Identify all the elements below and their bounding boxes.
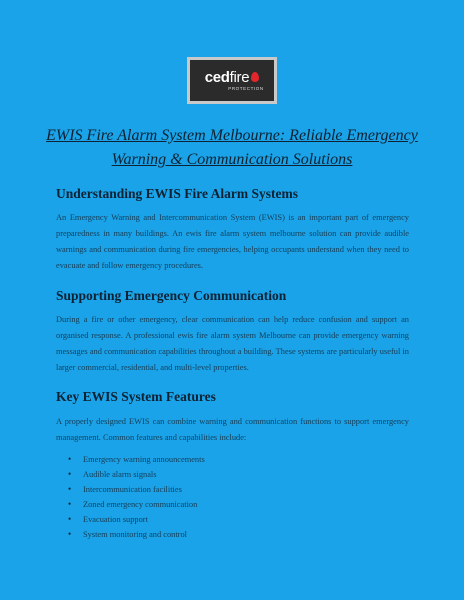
section-body-communication: During a fire or other emergency, clear communication can help reduce confusion and support an organised response. A professional ewis fire alarm system Melbourne can provide emergency warning messages and communication capabilities throughout a building. These systems are particularly useful in larger commercial, residential, and multi-level properties. (56, 315, 409, 372)
flame-icon (251, 72, 259, 82)
list-item: • Audible alarm signals (56, 467, 396, 482)
section-body-features: A properly designed EWIS can combine warning and communication functions to support emergency management. Common features and capabilities include: (56, 417, 409, 442)
section-heading-features: Key EWIS System Features (56, 389, 216, 404)
list-item: • Emergency warning announcements (56, 452, 396, 467)
features-list (56, 452, 396, 542)
logo-word-main: ced (204, 69, 230, 86)
cedfire-logo (187, 57, 277, 104)
logo-wordmark (205, 70, 260, 85)
list-item: • Evacuation support (56, 512, 396, 527)
logo-subtitle: PROTECTION (228, 86, 264, 91)
logo-word-accent: fire (229, 69, 250, 86)
page-title: EWIS Fire Alarm System Melbourne: Reliable Emergency Warning & Communication Solutions (46, 127, 418, 168)
section-heading-communication: Supporting Emergency Communication (56, 288, 287, 303)
list-item: • System monitoring and control (56, 527, 396, 542)
list-item: • Intercommunication facilities (56, 482, 396, 497)
list-item: • Zoned emergency communication (56, 497, 396, 512)
section-body-understanding: An Emergency Warning and Intercommunication System (EWIS) is an important part of emergency preparedness in many buildings. An ewis fire alarm system melbourne solution can provide audible warnings and communication during fire emergencies, helping occupants understand when they need to evacuate and follow emergency procedures. (56, 213, 409, 270)
section-heading-understanding: Understanding EWIS Fire Alarm Systems (56, 186, 299, 201)
